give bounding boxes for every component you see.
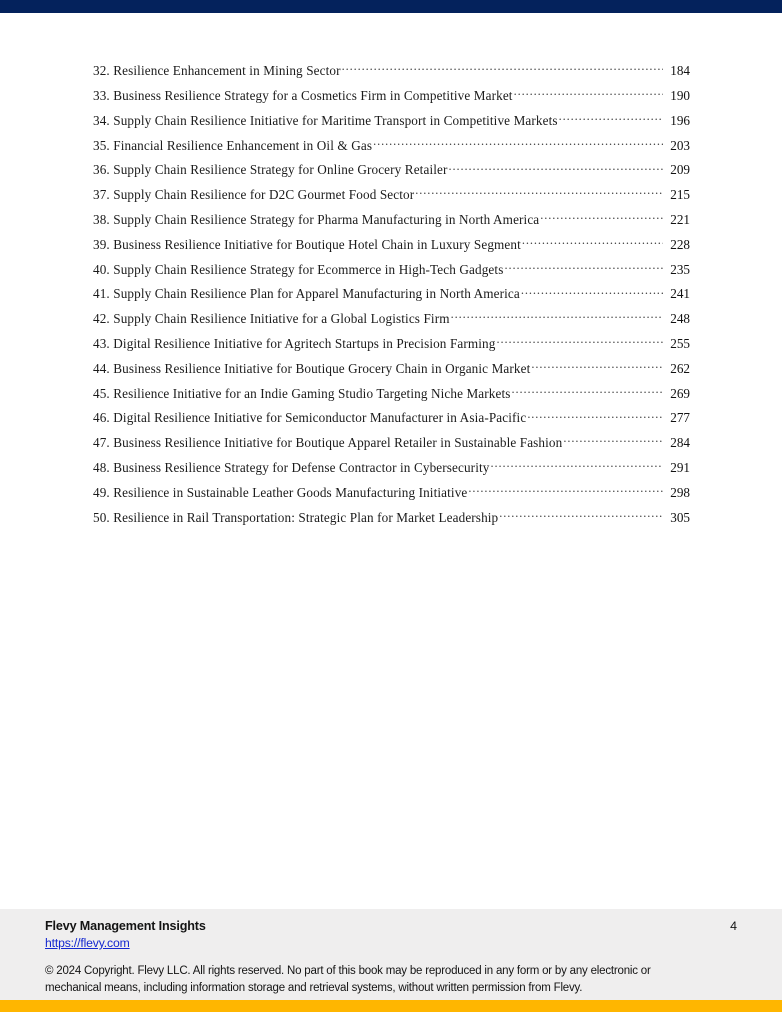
bottom-accent-bar: [0, 1000, 782, 1012]
toc-entry[interactable]: [93, 285, 690, 310]
toc-entry-page-number: 196: [670, 112, 690, 128]
toc-entry[interactable]: [93, 87, 690, 112]
toc-entry-page-number: 248: [670, 311, 690, 327]
toc-entry[interactable]: [93, 384, 690, 409]
toc-dot-leader: [342, 62, 663, 75]
toc-entry[interactable]: [93, 310, 690, 335]
toc-dot-leader: [512, 384, 663, 397]
toc-dot-leader: [540, 211, 663, 224]
toc-dot-leader: [504, 260, 663, 273]
toc-dot-leader: [521, 285, 663, 298]
toc-dot-leader: [499, 508, 663, 521]
toc-entry-page-number: 184: [670, 63, 690, 79]
toc-entry-title: 50. Resilience in Rail Transportation: Strategic Plan for Market Leadership: [93, 509, 499, 525]
toc-entry[interactable]: [93, 62, 690, 87]
page-footer: [0, 909, 782, 1000]
toc-entry[interactable]: [93, 136, 690, 161]
toc-entry-page-number: 209: [670, 162, 690, 178]
toc-entry-page-number: 269: [670, 385, 690, 401]
toc-dot-leader: [527, 409, 663, 422]
toc-entry-page-number: 305: [670, 509, 690, 525]
table-of-contents: [93, 62, 690, 533]
toc-entry-page-number: 262: [670, 360, 690, 376]
toc-dot-leader: [449, 161, 664, 174]
toc-dot-leader: [563, 434, 663, 447]
toc-entry-page-number: 215: [670, 187, 690, 203]
copyright-notice: © 2024 Copyright. Flevy LLC. All rights reserved. No part of this book may be reproduced in any form or by any electronic or mechanical means, including information storage and retrieval systems, without written permission from Flevy.: [45, 965, 651, 994]
toc-entry-title: 33. Business Resilience Strategy for a Cosmetics Firm in Competitive Market: [93, 87, 513, 103]
toc-entry-page-number: 277: [670, 410, 690, 426]
page-number: 4: [730, 919, 737, 933]
toc-entry[interactable]: [93, 508, 690, 533]
toc-entry-page-number: 241: [670, 286, 690, 302]
toc-entry[interactable]: [93, 484, 690, 509]
toc-entry-title: 48. Business Resilience Strategy for Defense Contractor in Cybersecurity: [93, 459, 490, 475]
toc-entry-page-number: 203: [670, 137, 690, 153]
toc-entry-title: 42. Supply Chain Resilience Initiative for a Global Logistics Firm: [93, 311, 450, 327]
toc-dot-leader: [531, 360, 663, 373]
toc-entry-page-number: 228: [670, 236, 690, 252]
toc-entry[interactable]: [93, 112, 690, 137]
toc-entry[interactable]: [93, 434, 690, 459]
toc-entry[interactable]: [93, 335, 690, 360]
toc-dot-leader: [468, 484, 663, 497]
toc-dot-leader: [373, 136, 663, 149]
toc-entry-title: 36. Supply Chain Resilience Strategy for Online Grocery Retailer: [93, 162, 448, 178]
toc-entry-title: 32. Resilience Enhancement in Mining Sector: [93, 63, 341, 79]
toc-entry-title: 43. Digital Resilience Initiative for Agritech Startups in Precision Farming: [93, 335, 496, 351]
toc-entry-page-number: 255: [670, 335, 690, 351]
footer-brand-name: Flevy Management Insights: [45, 919, 206, 933]
toc-entry[interactable]: [93, 161, 690, 186]
toc-entry-title: 41. Supply Chain Resilience Plan for Apparel Manufacturing in North America: [93, 286, 520, 302]
toc-dot-leader: [490, 459, 663, 472]
toc-entry-title: 38. Supply Chain Resilience Strategy for Pharma Manufacturing in North America: [93, 211, 540, 227]
toc-entry-page-number: 284: [670, 435, 690, 451]
toc-entry-title: 39. Business Resilience Initiative for Boutique Hotel Chain in Luxury Segment: [93, 236, 521, 252]
toc-dot-leader: [451, 310, 663, 323]
toc-entry[interactable]: [93, 211, 690, 236]
footer-website-link[interactable]: https://flevy.com: [45, 936, 130, 950]
toc-entry-title: 34. Supply Chain Resilience Initiative for Maritime Transport in Competitive Markets: [93, 112, 558, 128]
toc-entry[interactable]: [93, 260, 690, 285]
toc-entry[interactable]: [93, 360, 690, 385]
toc-entry-page-number: 298: [670, 484, 690, 500]
toc-entry-page-number: 221: [670, 211, 690, 227]
toc-entry-title: 46. Digital Resilience Initiative for Semiconductor Manufacturer in Asia-Pacific: [93, 410, 527, 426]
toc-entry-title: 37. Supply Chain Resilience for D2C Gourmet Food Sector: [93, 187, 415, 203]
toc-entry[interactable]: [93, 409, 690, 434]
toc-entry-title: 35. Financial Resilience Enhancement in Oil & Gas: [93, 137, 373, 153]
toc-entry[interactable]: [93, 236, 690, 261]
toc-dot-leader: [522, 236, 663, 249]
toc-dot-leader: [514, 87, 663, 100]
top-accent-bar: [0, 0, 782, 13]
footer-brand-row: [45, 918, 737, 952]
toc-entry-page-number: 291: [670, 459, 690, 475]
toc-entry-page-number: 235: [670, 261, 690, 277]
toc-entry-title: 40. Supply Chain Resilience Strategy for Ecommerce in High-Tech Gadgets: [93, 261, 504, 277]
toc-dot-leader: [415, 186, 663, 199]
toc-entry[interactable]: [93, 186, 690, 211]
toc-entry[interactable]: [93, 459, 690, 484]
toc-entry-title: 49. Resilience in Sustainable Leather Goods Manufacturing Initiative: [93, 484, 468, 500]
toc-entry-title: 45. Resilience Initiative for an Indie Gaming Studio Targeting Niche Markets: [93, 385, 511, 401]
toc-dot-leader: [496, 335, 663, 348]
toc-entry-page-number: 190: [670, 87, 690, 103]
toc-entry-title: 47. Business Resilience Initiative for Boutique Apparel Retailer in Sustainable Fashion: [93, 435, 563, 451]
toc-entry-title: 44. Business Resilience Initiative for Boutique Grocery Chain in Organic Market: [93, 360, 531, 376]
footer-content: [45, 918, 737, 996]
toc-dot-leader: [559, 112, 663, 125]
